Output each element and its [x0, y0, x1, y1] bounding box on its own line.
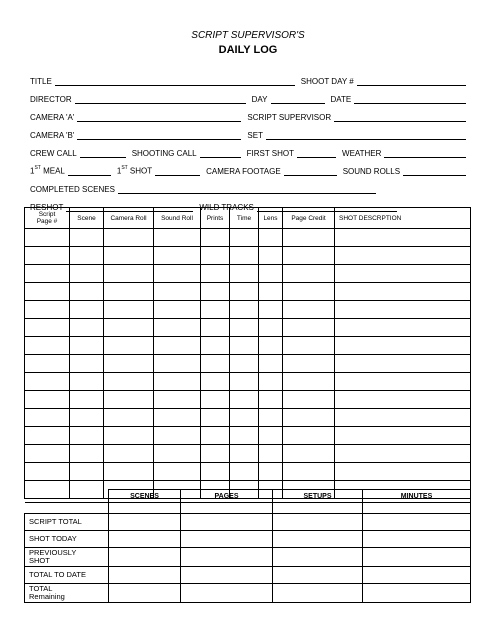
completed-scenes-field[interactable]: [118, 185, 376, 194]
shooting-call-label: SHOOTING CALL: [131, 149, 197, 158]
table-row: [25, 265, 471, 283]
camera-a-field[interactable]: [77, 113, 241, 122]
set-field[interactable]: [266, 131, 466, 140]
col-scene: Scene: [70, 208, 104, 229]
script-supervisor-field[interactable]: [334, 113, 466, 122]
log-cell[interactable]: [283, 319, 335, 337]
log-cell[interactable]: [283, 337, 335, 355]
totals-cell[interactable]: [109, 567, 181, 584]
log-cell[interactable]: [25, 427, 70, 445]
log-cell[interactable]: [70, 445, 104, 463]
shoot-day-field[interactable]: [357, 77, 466, 86]
log-cell[interactable]: [335, 337, 471, 355]
log-cell[interactable]: [230, 427, 259, 445]
log-cell[interactable]: [259, 247, 283, 265]
sound-rolls-field[interactable]: [403, 167, 466, 176]
log-cell[interactable]: [230, 373, 259, 391]
table-row: [25, 247, 471, 265]
totals-cell[interactable]: [109, 548, 181, 567]
log-cell[interactable]: [104, 391, 154, 409]
camera-footage-label: CAMERA FOOTAGE: [206, 167, 281, 176]
log-cell[interactable]: [335, 445, 471, 463]
first-shot-2-superscript: ST: [121, 165, 128, 172]
log-cell[interactable]: [201, 337, 230, 355]
log-cell[interactable]: [154, 301, 201, 319]
shot-log-table: [24, 207, 471, 499]
field-row-calls: [30, 140, 466, 158]
first-shot-2-label: [117, 166, 155, 176]
log-cell[interactable]: [70, 283, 104, 301]
log-cell[interactable]: [70, 373, 104, 391]
log-cell[interactable]: [104, 463, 154, 481]
totals-row-total-to-date: [25, 567, 471, 584]
log-cell[interactable]: [104, 445, 154, 463]
log-cell[interactable]: [25, 265, 70, 283]
table-row: [25, 229, 471, 247]
log-cell[interactable]: [283, 409, 335, 427]
reshot-label: RESHOT: [30, 203, 64, 212]
log-cell[interactable]: [201, 301, 230, 319]
totals-cell[interactable]: [109, 531, 181, 548]
log-cell[interactable]: [104, 301, 154, 319]
totals-cell[interactable]: [273, 503, 363, 514]
log-cell[interactable]: [70, 301, 104, 319]
log-cell[interactable]: [104, 373, 154, 391]
log-cell[interactable]: [283, 427, 335, 445]
totals-cell[interactable]: [181, 503, 273, 514]
first-shot-label: FIRST SHOT: [246, 149, 295, 158]
totals-cell[interactable]: [273, 567, 363, 584]
log-cell[interactable]: [154, 463, 201, 481]
col-script-page: [25, 208, 70, 229]
log-cell[interactable]: [283, 373, 335, 391]
previously-shot-line2: SHOT: [29, 556, 50, 565]
first-shot-2-number: 1: [116, 167, 122, 176]
log-cell[interactable]: [335, 373, 471, 391]
log-cell[interactable]: [283, 391, 335, 409]
log-cell[interactable]: [230, 301, 259, 319]
table-row: [25, 355, 471, 373]
totals-col-pages: PAGES: [181, 490, 273, 503]
log-cell[interactable]: [259, 283, 283, 301]
camera-a-label: CAMERA 'A': [30, 113, 75, 122]
log-cell[interactable]: [335, 229, 471, 247]
date-label: DATE: [330, 95, 352, 104]
totals-col-minutes: MINUTES: [363, 490, 471, 503]
log-cell[interactable]: [283, 301, 335, 319]
log-cell[interactable]: [154, 283, 201, 301]
header-fields: [30, 68, 466, 212]
log-cell[interactable]: [230, 337, 259, 355]
log-cell[interactable]: [283, 265, 335, 283]
log-cell[interactable]: [201, 391, 230, 409]
previously-shot-label: [25, 548, 109, 567]
first-meal-field[interactable]: [68, 167, 111, 176]
first-shot-2-text: SHOT: [127, 167, 153, 176]
log-cell[interactable]: [335, 283, 471, 301]
first-meal-text: MEAL: [40, 167, 65, 176]
title-label: TITLE: [30, 77, 52, 86]
log-cell[interactable]: [70, 409, 104, 427]
totals-cell[interactable]: [181, 514, 273, 531]
log-cell[interactable]: [283, 463, 335, 481]
wild-tracks-label: WILD TRACKS: [199, 203, 254, 212]
log-cell[interactable]: [335, 355, 471, 373]
log-cell[interactable]: [154, 409, 201, 427]
log-cell[interactable]: [259, 445, 283, 463]
log-cell[interactable]: [201, 247, 230, 265]
first-meal-number: 1: [30, 167, 35, 176]
log-cell[interactable]: [230, 391, 259, 409]
log-cell[interactable]: [154, 373, 201, 391]
log-cell[interactable]: [154, 265, 201, 283]
title-field[interactable]: [55, 77, 295, 86]
log-cell[interactable]: [259, 265, 283, 283]
log-cell[interactable]: [154, 391, 201, 409]
log-cell[interactable]: [25, 409, 70, 427]
totals-row-shot-today: [25, 531, 471, 548]
first-shot-field[interactable]: [297, 149, 336, 158]
log-cell[interactable]: [25, 337, 70, 355]
log-cell[interactable]: [230, 265, 259, 283]
log-cell[interactable]: [283, 283, 335, 301]
table-row: [25, 445, 471, 463]
log-cell[interactable]: [201, 283, 230, 301]
totals-cell[interactable]: [363, 567, 471, 584]
table-row: [25, 463, 471, 481]
log-cell[interactable]: [335, 319, 471, 337]
totals-cell[interactable]: [109, 503, 181, 514]
log-cell[interactable]: [25, 373, 70, 391]
log-cell[interactable]: [335, 265, 471, 283]
log-cell[interactable]: [104, 283, 154, 301]
totals-cell[interactable]: [273, 531, 363, 548]
log-cell[interactable]: [25, 355, 70, 373]
table-row: [25, 319, 471, 337]
log-cell[interactable]: [70, 337, 104, 355]
totals-spacer-row: [25, 503, 471, 514]
log-cell[interactable]: [201, 229, 230, 247]
col-script-page-line2: Page #: [36, 218, 58, 225]
previously-shot-line1: PREVIOUSLY: [29, 548, 77, 557]
form-header: [0, 30, 496, 57]
log-cell[interactable]: [259, 427, 283, 445]
log-cell[interactable]: [70, 391, 104, 409]
log-cell[interactable]: [25, 391, 70, 409]
totals-row-previously-shot: [25, 548, 471, 567]
log-cell[interactable]: [104, 337, 154, 355]
log-cell[interactable]: [104, 409, 154, 427]
totals-row-total-remaining: [25, 584, 471, 603]
weather-field[interactable]: [384, 149, 466, 158]
script-supervisor-label: SCRIPT SUPERVISOR: [247, 113, 332, 122]
log-cell[interactable]: [259, 463, 283, 481]
log-cell[interactable]: [259, 229, 283, 247]
log-cell[interactable]: [154, 319, 201, 337]
log-cell[interactable]: [201, 445, 230, 463]
date-field[interactable]: [354, 95, 466, 104]
shooting-call-field[interactable]: [200, 149, 241, 158]
first-meal-superscript: ST: [34, 165, 41, 172]
log-cell[interactable]: [230, 463, 259, 481]
log-cell[interactable]: [335, 301, 471, 319]
table-row: [25, 283, 471, 301]
log-cell[interactable]: [25, 229, 70, 247]
totals-cell[interactable]: [363, 531, 471, 548]
col-page-credit: Page Credit: [283, 208, 335, 229]
completed-scenes-label: COMPLETED SCENES: [30, 185, 115, 194]
camera-footage-field[interactable]: [284, 167, 337, 176]
totals-cell[interactable]: [363, 584, 471, 603]
log-cell[interactable]: [154, 355, 201, 373]
log-cell[interactable]: [201, 355, 230, 373]
log-cell[interactable]: [259, 319, 283, 337]
log-cell[interactable]: [335, 463, 471, 481]
table-row: [25, 301, 471, 319]
log-cell[interactable]: [259, 301, 283, 319]
log-cell[interactable]: [335, 391, 471, 409]
log-cell[interactable]: [70, 427, 104, 445]
log-cell[interactable]: [25, 247, 70, 265]
totals-cell[interactable]: [181, 548, 273, 567]
log-cell[interactable]: [25, 319, 70, 337]
day-label: DAY: [251, 95, 268, 104]
sound-rolls-label: SOUND ROLLS: [342, 167, 401, 176]
totals-cell[interactable]: [109, 514, 181, 531]
weather-label: WEATHER: [342, 149, 382, 158]
first-shot-2-field[interactable]: [155, 167, 200, 176]
log-cell[interactable]: [154, 445, 201, 463]
total-remaining-line2: Remaining: [29, 592, 65, 601]
col-script-page-line1: Script: [38, 211, 56, 218]
totals-cell[interactable]: [363, 548, 471, 567]
log-cell[interactable]: [70, 229, 104, 247]
totals-cell[interactable]: [181, 584, 273, 603]
log-cell[interactable]: [201, 373, 230, 391]
log-cell[interactable]: [230, 445, 259, 463]
log-cell[interactable]: [70, 319, 104, 337]
totals-cell[interactable]: [363, 514, 471, 531]
shot-today-label: SHOT TODAY: [25, 531, 109, 548]
totals-cell[interactable]: [273, 548, 363, 567]
col-time: Time: [230, 208, 259, 229]
log-cell[interactable]: [259, 373, 283, 391]
script-total-label: SCRIPT TOTAL: [25, 514, 109, 531]
field-row-director: [30, 86, 466, 104]
log-cell[interactable]: [104, 427, 154, 445]
field-row-camera-a: [30, 104, 466, 122]
form-subtitle: SCRIPT SUPERVISOR'S: [191, 30, 305, 41]
field-row-title: [30, 68, 466, 86]
log-cell[interactable]: [259, 355, 283, 373]
table-row: [25, 337, 471, 355]
log-cell[interactable]: [70, 265, 104, 283]
table-row: [25, 373, 471, 391]
first-meal-label: [30, 166, 68, 176]
log-cell[interactable]: [154, 247, 201, 265]
totals-col-setups: SETUPS: [273, 490, 363, 503]
col-camera-roll: Camera Roll: [104, 208, 154, 229]
log-cell[interactable]: [259, 337, 283, 355]
shoot-day-label: SHOOT DAY #: [300, 77, 354, 86]
total-remaining-line1: TOTAL: [29, 584, 53, 593]
camera-b-field[interactable]: [77, 131, 241, 140]
crew-call-field[interactable]: [80, 149, 126, 158]
log-cell[interactable]: [70, 247, 104, 265]
totals-corner: [25, 490, 109, 503]
log-cell[interactable]: [70, 463, 104, 481]
table-row: [25, 409, 471, 427]
log-cell[interactable]: [201, 319, 230, 337]
log-cell[interactable]: [335, 409, 471, 427]
log-cell[interactable]: [154, 427, 201, 445]
log-cell[interactable]: [283, 229, 335, 247]
totals-cell[interactable]: [273, 584, 363, 603]
log-cell[interactable]: [259, 409, 283, 427]
log-cell[interactable]: [230, 283, 259, 301]
log-cell[interactable]: [25, 301, 70, 319]
totals-header-row: [25, 490, 471, 503]
log-cell[interactable]: [335, 247, 471, 265]
form-title: DAILY LOG: [218, 44, 278, 56]
totals-cell[interactable]: [181, 531, 273, 548]
col-shot-description: SHOT DESCRPTION: [335, 208, 471, 229]
totals-row-script-total: [25, 514, 471, 531]
field-row-completed: [30, 176, 466, 194]
camera-b-label: CAMERA 'B': [30, 131, 75, 140]
log-cell[interactable]: [283, 247, 335, 265]
totals-cell[interactable]: [363, 503, 471, 514]
totals-table: [24, 489, 471, 603]
table-row: [25, 427, 471, 445]
totals-cell[interactable]: [273, 514, 363, 531]
log-cell[interactable]: [230, 229, 259, 247]
log-cell[interactable]: [230, 319, 259, 337]
total-remaining-label: [25, 584, 109, 603]
log-cell[interactable]: [25, 445, 70, 463]
col-prints: Prints: [201, 208, 230, 229]
log-cell[interactable]: [201, 463, 230, 481]
log-cell[interactable]: [104, 319, 154, 337]
log-cell[interactable]: [104, 355, 154, 373]
log-cell[interactable]: [104, 229, 154, 247]
totals-cell[interactable]: [109, 584, 181, 603]
totals-col-scenes: SCENES: [109, 490, 181, 503]
crew-call-label: CREW CALL: [30, 149, 77, 158]
log-cell[interactable]: [25, 283, 70, 301]
table-row: [25, 391, 471, 409]
log-cell[interactable]: [230, 409, 259, 427]
log-cell[interactable]: [230, 355, 259, 373]
log-cell[interactable]: [259, 391, 283, 409]
director-field[interactable]: [75, 95, 246, 104]
log-cell[interactable]: [104, 265, 154, 283]
log-cell[interactable]: [335, 427, 471, 445]
log-cell[interactable]: [201, 427, 230, 445]
set-label: SET: [247, 131, 263, 140]
field-row-meal: [30, 158, 466, 176]
totals-spacer: [25, 503, 109, 514]
log-cell[interactable]: [104, 247, 154, 265]
log-cell[interactable]: [283, 445, 335, 463]
col-lens: Lens: [259, 208, 283, 229]
log-cell[interactable]: [154, 229, 201, 247]
log-header-row: [25, 208, 471, 229]
total-to-date-label: TOTAL TO DATE: [25, 567, 109, 584]
field-row-camera-b: [30, 122, 466, 140]
log-cell[interactable]: [283, 355, 335, 373]
director-label: DIRECTOR: [30, 95, 72, 104]
log-cell[interactable]: [25, 463, 70, 481]
log-cell[interactable]: [230, 247, 259, 265]
day-field[interactable]: [271, 95, 325, 104]
log-cell[interactable]: [154, 337, 201, 355]
log-cell[interactable]: [70, 355, 104, 373]
log-cell[interactable]: [201, 265, 230, 283]
totals-cell[interactable]: [181, 567, 273, 584]
col-sound-roll: Sound Roll: [154, 208, 201, 229]
log-cell[interactable]: [201, 409, 230, 427]
